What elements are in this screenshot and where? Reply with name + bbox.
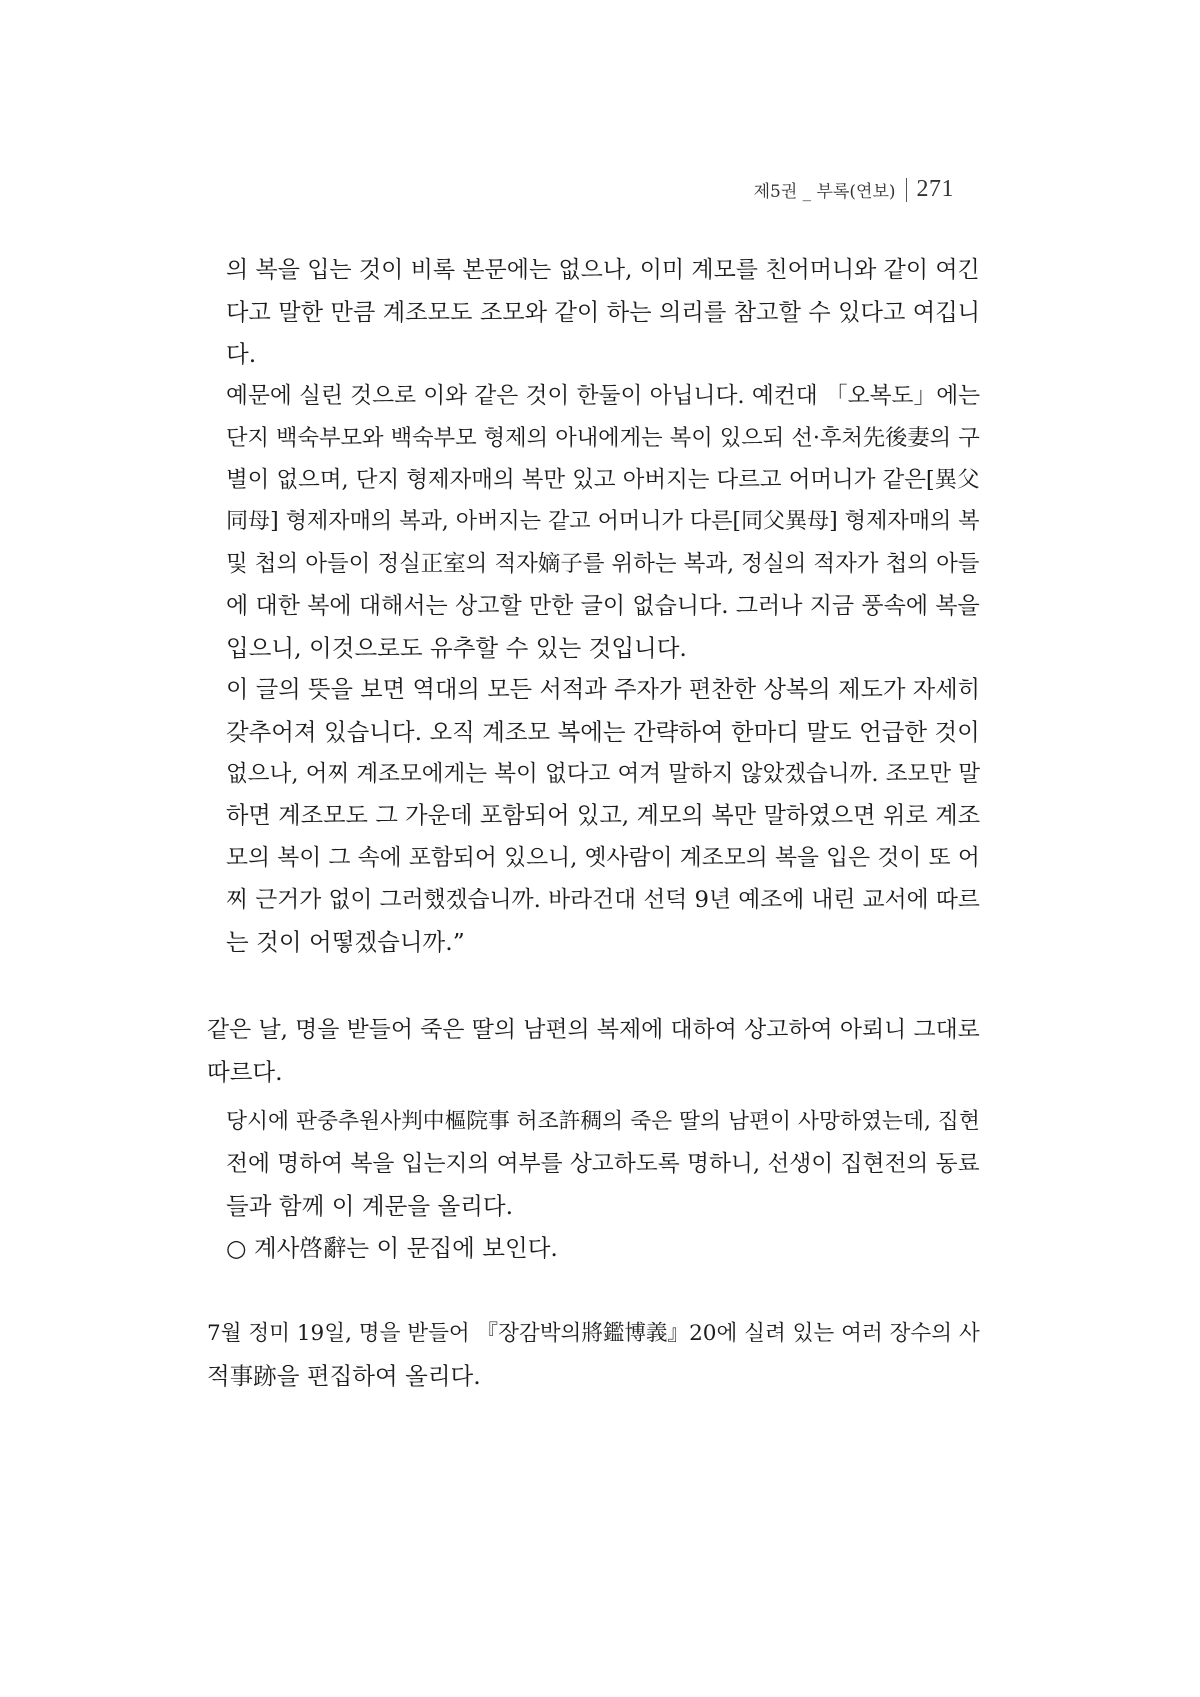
paragraph-3-line: 하면 계조모도 그 가운데 포함되어 있고, 계모의 복만 말하였으면 위로 계조 [226, 802, 981, 829]
paragraph-3-line: 없으나, 어찌 계조모에게는 복이 없다고 여겨 말하지 않았겠습니까. 조모만 말 [226, 761, 981, 787]
paragraph-2-line: 및 첩의 아들이 정실正室의 적자嫡子를 위하는 복과, 정실의 적자가 첩의 아들 [226, 551, 980, 577]
entry-1-line: 따르다. [207, 1058, 283, 1086]
paragraph-2-line: 에 대한 복에 대해서는 상고할 만한 글이 없습니다. 그러나 지금 풍속에 복을 [226, 593, 980, 619]
running-title: 제5권 _ 부록(연보) [753, 182, 896, 202]
entry-1-note-line: 당시에 판중추원사判中樞院事 허조許稠의 죽은 딸의 남편이 사망하였는데, 집현 [226, 1109, 980, 1134]
entry-1-bullet: ○ 계사啓辭는 이 문집에 보인다. [226, 1234, 558, 1262]
paragraph-3-line: 모의 복이 그 속에 포함되어 있으니, 옛사람이 계조모의 복을 입은 것이 또 어 [226, 845, 980, 871]
paragraph-3-line: 이 글의 뜻을 보면 역대의 모든 서적과 주자가 편찬한 상복의 제도가 자세히 [226, 676, 981, 703]
entry-1-line: 같은 날, 명을 받들어 죽은 딸의 남편의 복제에 대하여 상고하여 아뢰니 그대로 [207, 1017, 980, 1043]
entry-2-line: 적事跡을 편집하여 올리다. [207, 1362, 481, 1390]
paragraph-1-line: 의 복을 입는 것이 비록 본문에는 없으나, 이미 계모를 친어머니와 같이 여긴 [226, 257, 980, 283]
entry-1-note-line: 들과 함께 이 계문을 올리다. [226, 1192, 514, 1220]
paragraph-2-line: 同母] 형제자매의 복과, 아버지는 같고 어머니가 다른[同父異母] 형제자매의 복 [226, 509, 980, 534]
paragraph-2-line: 예문에 실린 것으로 이와 같은 것이 한둘이 아닙니다. 예컨대 「오복도」에는 [226, 383, 981, 409]
paragraph-2-line: 입으니, 이것으로도 유추할 수 있는 것입니다. [226, 634, 687, 662]
paragraph-1-line: 다. [226, 340, 257, 368]
paragraph-3-line: 는 것이 어떻겠습니까.” [226, 928, 465, 956]
entry-1-note-line: 전에 명하여 복을 입는지의 여부를 상고하도록 명하니, 선생이 집현전의 동료 [226, 1151, 980, 1177]
paragraph-3-line: 갖추어져 있습니다. 오직 계조모 복에는 간략하여 한마디 말도 언급한 것이 [226, 718, 980, 746]
paragraph-1-line: 다고 말한 만큼 계조모도 조모와 같이 하는 의리를 참고할 수 있다고 여깁니 [226, 299, 981, 326]
page-number: 271 [916, 176, 954, 202]
paragraph-3-line: 찌 근거가 없이 그러했겠습니까. 바라건대 선덕 9년 예조에 내린 교서에 따르 [226, 887, 980, 913]
paragraph-2-line: 별이 없으며, 단지 형제자매의 복만 있고 아버지는 다르고 어머니가 같은[異父 [226, 467, 980, 493]
paragraph-2-line: 단지 백숙부모와 백숙부모 형제의 아내에게는 복이 있으되 선·후처先後妻의 구 [226, 425, 980, 451]
entry-2-line: 7월 정미 19일, 명을 받들어 『장감박의將鑑博義』20에 실려 있는 여러 장수의 사 [207, 1321, 980, 1346]
